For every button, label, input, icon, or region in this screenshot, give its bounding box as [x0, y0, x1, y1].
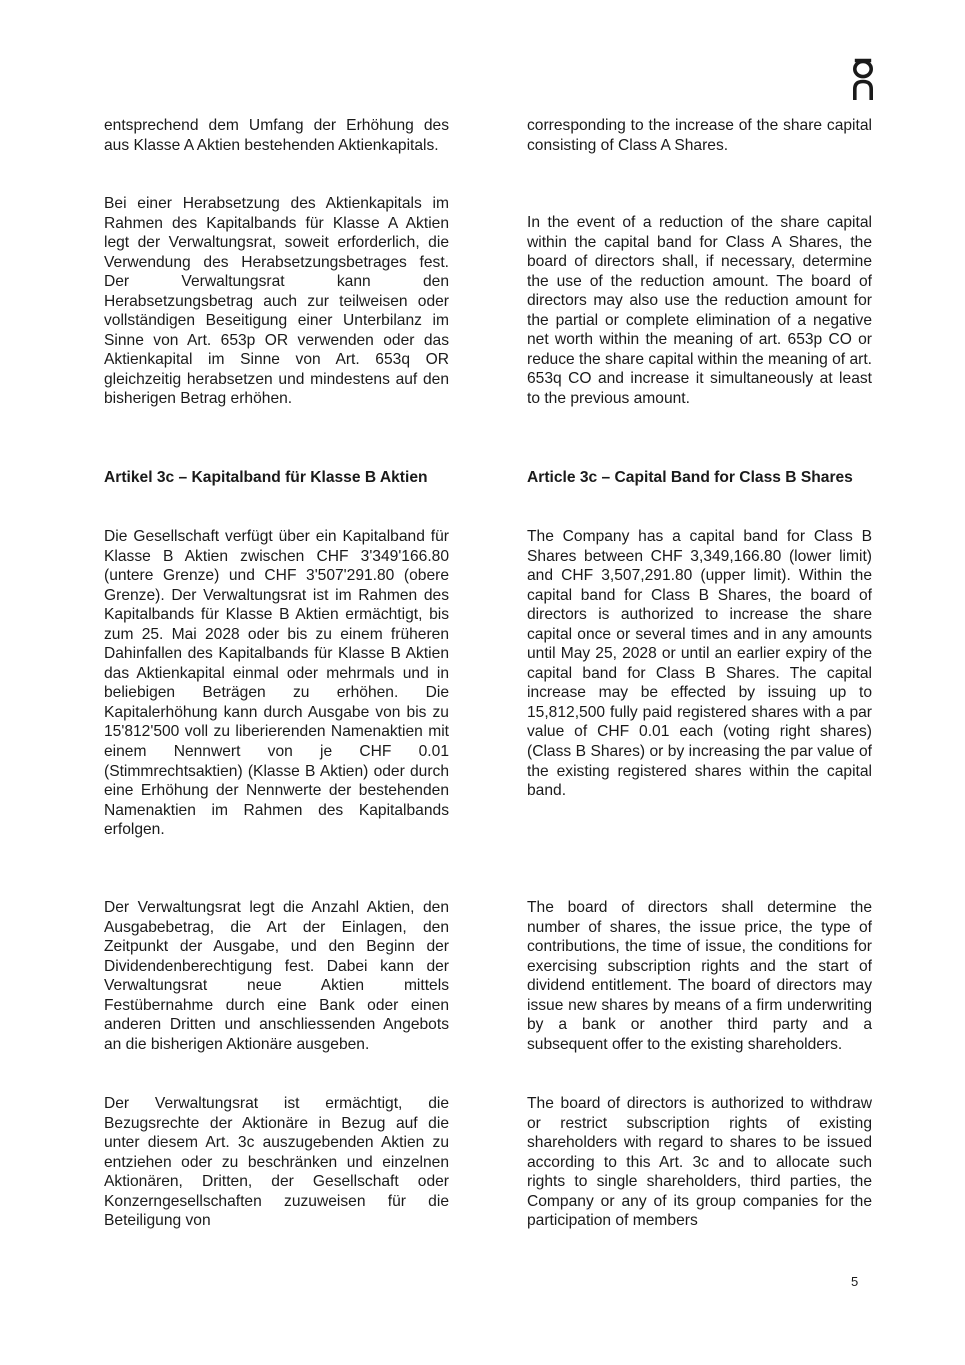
de-paragraph-2: Bei einer Herabsetzung des Aktienkapitals im Rahmen des Kapitalbands für Klasse A Aktien legt der Verwaltungsrat, soweit erforderlich, die Verwendung des Herabsetzungsbetrages fest. Der Verwaltungsrat kann den Herabsetzungsbetrag auch zur teilweisen oder vollständigen Beseitigung einer Unterbilanz im Sinne von Art. 653p OR verwenden oder das Aktienkapital im Sinne von Art. 653q OR gleichzeitig herabsetzen und mindestens auf den bisherigen Betrag erhöhen. [104, 195, 449, 408]
page-number: 5 [851, 1274, 859, 1289]
de-paragraph-1: entsprechend dem Umfang der Erhöhung des aus Klasse A Aktien bestehenden Aktienkapitals. [104, 117, 449, 154]
en-paragraph-1: corresponding to the increase of the share capital consisting of Class A Shares. [527, 117, 872, 154]
de-paragraph-4: Der Verwaltungsrat legt die Anzahl Aktien, den Ausgabebetrag, die Art der Einlagen, den Zeitpunkt der Ausgabe, und den Beginn der Dividendenberechtigung fest. Dabei kann der Verwaltungsrat neue Aktien mittels Festübernahme durch eine Bank oder einen anderen Dritten und anschliessenden Angebots an die bisherigen Aktionäre ausgeben. [104, 899, 449, 1053]
de-paragraph-5: Der Verwaltungsrat ist ermächtigt, die Bezugsrechte der Aktionäre in Bezug auf die unter diesem Art. 3c auszugebenden Aktien zu entziehen oder zu beschränken und einzelnen Aktionären, Dritten, der Gesellschaft oder Konzerngesellschaften zuzuweisen für die Beteiligung von [104, 1095, 449, 1230]
de-article-heading: Artikel 3c – Kapitalband für Klasse B Aktien [104, 469, 428, 486]
en-article-heading: Article 3c – Capital Band for Class B Shares [527, 469, 853, 486]
on-logo-icon [850, 58, 876, 102]
en-paragraph-3: The Company has a capital band for Class B Shares between CHF 3,349,166.80 (lower limit) and CHF 3,507,291.80 (upper limit). Within the capital band for Class B Shares, the board of directors is authorized to increase the share capital once or several times and in any amounts until May 25, 2028 or until an earlier expiry of the capital band for Class B Shares. The capital increase may be effected by issuing up to 15,812,500 fully paid registered shares with a par value of CHF 0.01 each (voting right shares) (Class B Shares) or by increasing the par value of the existing registered shares within the capital band. [527, 528, 872, 800]
en-paragraph-2: In the event of a reduction of the share capital within the capital band for Class A Shares, the board of directors shall, if necessary, determine the use of the reduction amount. The board of directors may also use the reduction amount for the partial or complete elimination of a negative net worth within the meaning of art. 653p CO or reduce the share capital within the meaning of art. 653q CO and increase it simultaneously at least to the previous amount. [527, 214, 872, 407]
en-paragraph-4: The board of directors shall determine the number of shares, the issue price, the type of contributions, the time of issue, the conditions for exercising subscription rights and the start of dividend entitlement. The board of directors may issue new shares by means of a firm underwriting by a bank or another third party and a subsequent offer to the existing shareholders. [527, 899, 872, 1053]
en-paragraph-5: The board of directors is authorized to withdraw or restrict subscription rights of existing shareholders with regard to shares to be issued according to this Art. 3c and to allocate such rights to single shareholders, third parties, the Company or any of its group companies for the participation of members [527, 1095, 872, 1230]
de-paragraph-3: Die Gesellschaft verfügt über ein Kapitalband für Klasse B Aktien zwischen CHF 3'349'166.80 (untere Grenze) und CHF 3'507'291.80 (obere Grenze). Der Verwaltungsrat ist im Rahmen des Kapitalbands für Klasse B Aktien ermächtigt, bis zum 25. Mai 2028 oder bis zu einem früheren Dahinfallen des Kapitalbands für Klasse B Aktien das Aktienkapital einmal oder mehrmals und in beliebigen Beträgen zu erhöhen. Die Kapitalerhöhung kann durch Ausgabe von bis zu 15'812'500 voll zu liberierenden Namenaktien mit einem Nennwert von je CHF 0.01 (Stimmrechtsaktien) (Klasse B Aktien) oder durch eine Erhöhung der Nennwerte der bestehenden Namenaktien im Rahmen des Kapitalbands erfolgen. [104, 528, 449, 839]
